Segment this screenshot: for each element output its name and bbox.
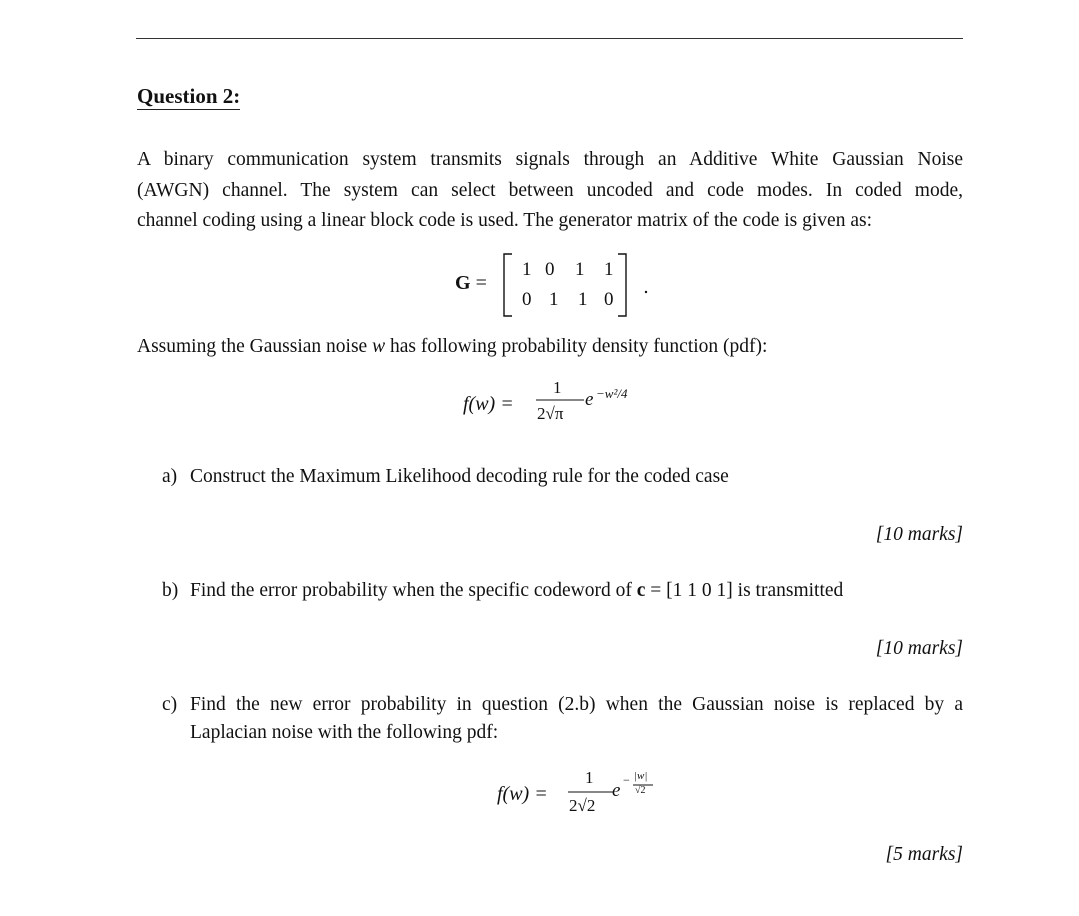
laplacian-numerator: 1 — [585, 768, 594, 787]
part-c-label: c) — [162, 694, 178, 715]
gaussian-fraction-bar — [536, 399, 586, 403]
codeword-value: = [1 1 0 1] — [650, 580, 733, 601]
matrix-cell: 1 — [549, 289, 559, 310]
part-b-marks-text: [10 marks] — [875, 638, 963, 659]
part-c-line: Find the new error probability in question (2.b) when the Gaussian noise is replaced by a — [190, 694, 963, 715]
part-b-text-suffix: is transmitted — [737, 580, 844, 601]
laplacian-lhs: f(w) = — [497, 783, 548, 805]
part-a — [162, 466, 729, 488]
gaussian-lhs: f(w) = — [463, 393, 514, 415]
gaussian-denominator: 2√π — [537, 404, 564, 423]
noise-variable: w — [372, 336, 386, 357]
laplacian-exp-numerator: |w| — [634, 770, 648, 782]
part-b-label: b) — [162, 580, 179, 601]
intro-line: A binary communication system transmits signals through an Additive White Gaussian Noise — [137, 149, 963, 170]
intro-line: channel coding using a linear block code is used. The generator matrix of the code is given as: — [137, 210, 872, 231]
part-c-marks-text: [5 marks] — [885, 844, 963, 865]
laplacian-denominator: 2√2 — [569, 796, 596, 815]
part-a-marks — [876, 524, 963, 546]
part-a-marks-text: [10 marks] — [875, 524, 963, 545]
laplacian-exp-denominator: √2 — [635, 785, 646, 796]
matrix-cell: 0 — [522, 289, 532, 310]
matrix-cell: 0 — [604, 289, 614, 310]
part-c — [162, 694, 963, 744]
matrix-symbol: G — [455, 272, 471, 294]
matrix-cell: 0 — [545, 259, 555, 280]
part-c-marks — [886, 844, 963, 866]
intro-line: (AWGN) channel. The system can select between uncoded and code modes. In coded mode, — [137, 179, 963, 201]
part-c-line: Laplacian noise with the following pdf: — [190, 722, 499, 743]
noise-sentence-prefix: Assuming the Gaussian noise — [137, 336, 368, 357]
laplacian-exp-minus: − — [623, 773, 630, 787]
gaussian-numerator: 1 — [553, 378, 562, 397]
intro-paragraph — [137, 145, 963, 237]
codeword-symbol: c — [636, 580, 646, 601]
gaussian-base: e — [585, 389, 594, 410]
matrix-cell: 1 — [578, 289, 588, 310]
top-rule — [136, 38, 963, 39]
part-b — [162, 580, 843, 602]
part-a-text: Construct the Maximum Likelihood decoding rule for the coded case — [190, 466, 729, 487]
question-title: Question 2: — [137, 84, 241, 108]
laplacian-fraction-bar — [568, 791, 618, 795]
gaussian-exponent: −w²/4 — [596, 386, 628, 401]
noise-sentence — [137, 336, 767, 358]
noise-sentence-suffix: has following probability density function (pdf): — [389, 336, 768, 357]
matrix-cell: 1 — [522, 259, 532, 280]
part-a-label: a) — [162, 466, 178, 487]
part-b-text-prefix: Find the error probability when the specific codeword of — [190, 580, 632, 601]
matrix-cell: 1 — [575, 259, 585, 280]
laplacian-base: e — [612, 780, 621, 801]
matrix-cell: 1 — [604, 259, 614, 280]
part-b-marks — [876, 638, 963, 660]
